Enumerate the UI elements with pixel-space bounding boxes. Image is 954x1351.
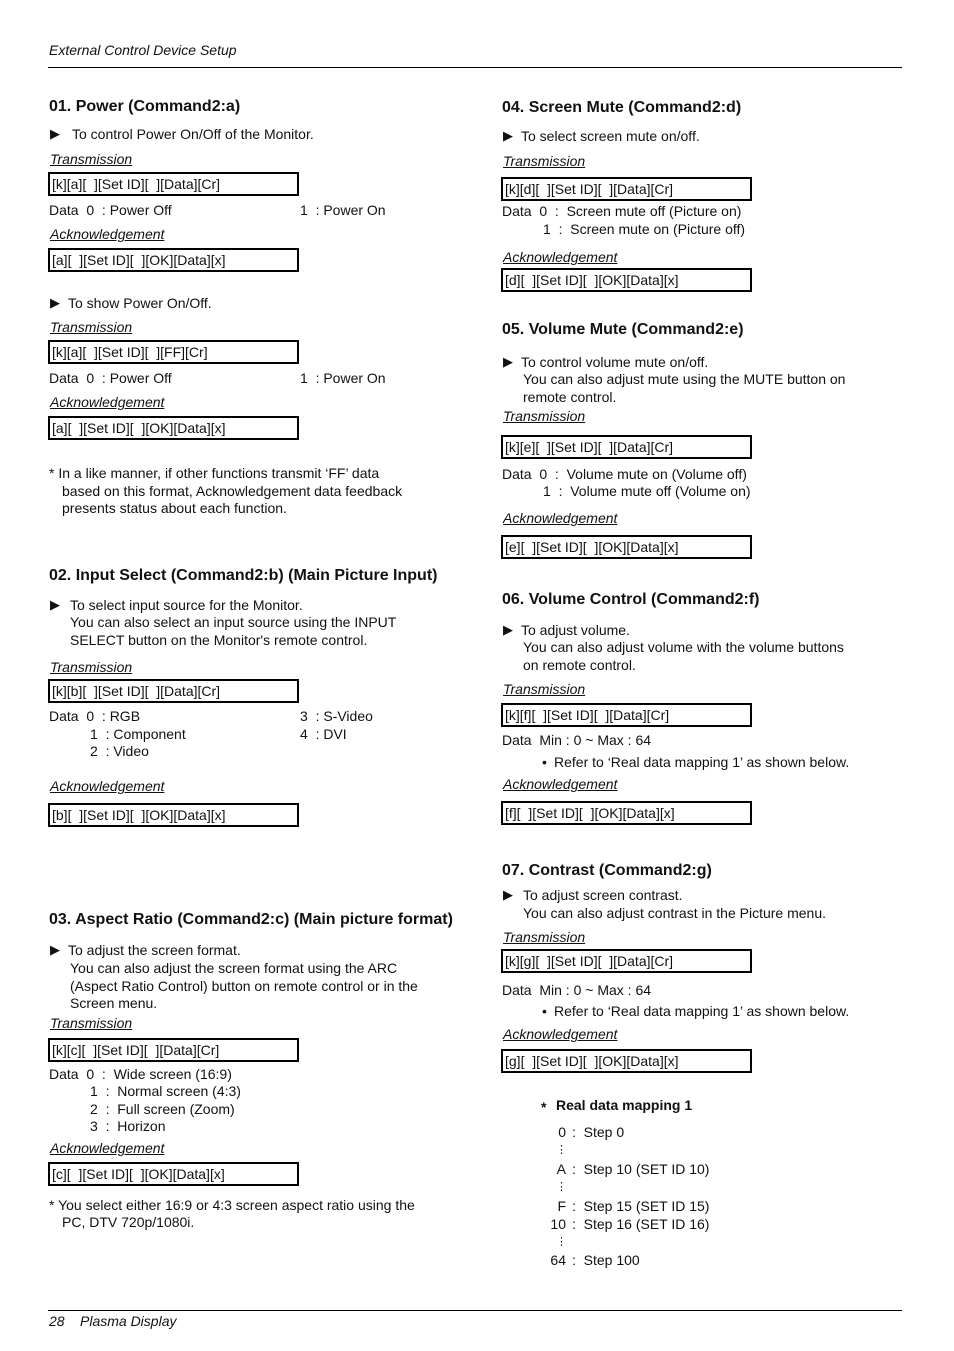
s06-transmission-box: [k][f][ ][Set ID][ ][Data][Cr] <box>501 703 752 727</box>
s01-note-line: presents status about each function. <box>62 500 287 516</box>
mapping-star: * <box>541 1099 547 1115</box>
s04-desc: To select screen mute on/off. <box>521 128 700 144</box>
section-04-title: 04. Screen Mute (Command2:d) <box>502 99 742 116</box>
s07-refer: Refer to ‘Real data mapping 1’ as shown below. <box>554 1003 850 1019</box>
transmission-label: Transmission <box>50 1015 133 1031</box>
section-07-title: 07. Contrast (Command2:g) <box>502 862 712 879</box>
s03-desc: You can also adjust the screen format using the ARC <box>70 960 398 976</box>
mapping-value: : Step 0 <box>572 1124 625 1140</box>
s03-desc: To adjust the screen format. <box>68 942 241 958</box>
arrow-icon: ▶ <box>50 295 60 310</box>
s02-data: Data 0 : RGB <box>49 708 141 724</box>
s04-ack-box: [d][ ][Set ID][ ][OK][Data][x] <box>501 268 752 292</box>
acknowledgement-label: Acknowledgement <box>50 226 165 242</box>
s03-desc: (Aspect Ratio Control) button on remote control or in the <box>70 978 418 994</box>
s01-desc2: To show Power On/Off. <box>68 295 212 311</box>
acknowledgement-label: Acknowledgement <box>503 249 618 265</box>
transmission-label: Transmission <box>50 319 133 335</box>
s05-transmission-box: [k][e][ ][Set ID][ ][Data][Cr] <box>501 435 752 459</box>
s01-ack-box: [a][ ][Set ID][ ][OK][Data][x] <box>48 248 299 272</box>
s05-data: 1 : Volume mute off (Volume on) <box>543 483 751 499</box>
acknowledgement-label: Acknowledgement <box>50 778 165 794</box>
header-divider <box>48 67 902 68</box>
s06-data: Data Min : 0 ~ Max : 64 <box>502 732 652 748</box>
s01-data-0: Data 0 : Power Off <box>49 202 172 218</box>
s05-ack-box: [e][ ][Set ID][ ][OK][Data][x] <box>501 535 752 559</box>
acknowledgement-label: Acknowledgement <box>503 1026 618 1042</box>
s05-desc: You can also adjust mute using the MUTE button on <box>523 371 846 387</box>
s03-ack-box: [c][ ][Set ID][ ][OK][Data][x] <box>48 1162 299 1186</box>
s07-data: Data Min : 0 ~ Max : 64 <box>502 982 652 998</box>
s02-data: 1 : Component <box>90 726 186 742</box>
section-01-title: 01. Power (Command2:a) <box>49 98 241 115</box>
s01-note-line: * In a like manner, if other functions transmit ‘FF’ data <box>49 465 380 481</box>
s07-desc: To adjust screen contrast. <box>523 887 683 903</box>
s07-ack-box: [g][ ][Set ID][ ][OK][Data][x] <box>501 1049 752 1073</box>
vertical-dots-icon: ⋮ <box>556 1236 567 1248</box>
s01-transmission-box: [k][a][ ][Set ID][ ][Data][Cr] <box>48 172 299 196</box>
page-number: 28 <box>49 1313 65 1329</box>
s06-refer: Refer to ‘Real data mapping 1’ as shown below. <box>554 754 850 770</box>
mapping-key: F <box>557 1198 566 1214</box>
footer-divider <box>48 1310 902 1311</box>
transmission-label: Transmission <box>503 929 586 945</box>
s03-data: Data 0 : Wide screen (16:9) <box>49 1066 232 1082</box>
mapping-value: : Step 16 (SET ID 16) <box>572 1216 710 1232</box>
transmission-label: Transmission <box>50 151 133 167</box>
arrow-icon: ▶ <box>50 126 60 141</box>
arrow-icon: ▶ <box>503 354 513 369</box>
s02-data: 3 : S-Video <box>300 708 373 724</box>
section-05-title: 05. Volume Mute (Command2:e) <box>502 321 744 338</box>
s03-desc: Screen menu. <box>70 995 158 1011</box>
s06-desc: To adjust volume. <box>521 622 630 638</box>
s06-desc: on remote control. <box>523 657 636 673</box>
s01-data2-0: Data 0 : Power Off <box>49 370 172 386</box>
mapping-value: : Step 15 (SET ID 15) <box>572 1198 710 1214</box>
s05-desc: To control volume mute on/off. <box>521 354 709 370</box>
s01-ack-box-2: [a][ ][Set ID][ ][OK][Data][x] <box>48 416 299 440</box>
acknowledgement-label: Acknowledgement <box>503 510 618 526</box>
bullet-icon: • <box>542 754 547 770</box>
s01-note-line: based on this format, Acknowledgement data feedback <box>62 483 403 499</box>
s04-data: Data 0 : Screen mute off (Picture on) <box>502 203 742 219</box>
arrow-icon: ▶ <box>503 128 513 143</box>
section-03-title: 03. Aspect Ratio (Command2:c) (Main picture format) <box>49 911 453 928</box>
mapping-key: 64 <box>550 1252 566 1268</box>
s02-data: 4 : DVI <box>300 726 347 742</box>
s04-transmission-box: [k][d][ ][Set ID][ ][Data][Cr] <box>501 177 752 201</box>
footer-title: Plasma Display <box>80 1313 177 1329</box>
section-02-title: 02. Input Select (Command2:b) (Main Picture Input) <box>49 567 438 584</box>
acknowledgement-label: Acknowledgement <box>50 394 165 410</box>
arrow-icon: ▶ <box>503 622 513 637</box>
s03-data: 2 : Full screen (Zoom) <box>90 1101 235 1117</box>
mapping-key: 10 <box>550 1216 566 1232</box>
running-header: External Control Device Setup <box>49 42 237 58</box>
s03-data: 3 : Horizon <box>90 1118 166 1134</box>
s03-transmission-box: [k][c][ ][Set ID][ ][Data][Cr] <box>48 1038 299 1062</box>
transmission-label: Transmission <box>503 153 586 169</box>
s03-note-line: * You select either 16:9 or 4:3 screen aspect ratio using the <box>49 1197 415 1213</box>
s02-desc: You can also select an input source using the INPUT <box>70 614 397 630</box>
s01-data2-1: 1 : Power On <box>300 370 386 386</box>
arrow-icon: ▶ <box>50 597 60 612</box>
s02-desc: SELECT button on the Monitor's remote control. <box>70 632 368 648</box>
s01-data-1: 1 : Power On <box>300 202 386 218</box>
vertical-dots-icon: ⋮ <box>556 1144 567 1156</box>
s05-desc: remote control. <box>523 389 617 405</box>
section-06-title: 06. Volume Control (Command2:f) <box>502 591 760 608</box>
mapping-key: A <box>556 1161 566 1177</box>
s06-desc: You can also adjust volume with the volume buttons <box>523 639 844 655</box>
transmission-label: Transmission <box>50 659 133 675</box>
s02-transmission-box: [k][b][ ][Set ID][ ][Data][Cr] <box>48 679 299 703</box>
s05-data: Data 0 : Volume mute on (Volume off) <box>502 466 747 482</box>
s01-desc1: To control Power On/Off of the Monitor. <box>72 126 314 142</box>
acknowledgement-label: Acknowledgement <box>50 1140 165 1156</box>
acknowledgement-label: Acknowledgement <box>503 776 618 792</box>
transmission-label: Transmission <box>503 408 586 424</box>
s07-transmission-box: [k][g][ ][Set ID][ ][Data][Cr] <box>501 949 752 973</box>
s03-note-line: PC, DTV 720p/1080i. <box>62 1214 195 1230</box>
s06-ack-box: [f][ ][Set ID][ ][OK][Data][x] <box>501 801 752 825</box>
s03-data: 1 : Normal screen (4:3) <box>90 1083 241 1099</box>
mapping-title: Real data mapping 1 <box>556 1097 693 1113</box>
mapping-key: 0 <box>558 1124 566 1140</box>
bullet-icon: • <box>542 1003 547 1019</box>
vertical-dots-icon: ⋮ <box>556 1181 567 1193</box>
s01-transmission-box-2: [k][a][ ][Set ID][ ][FF][Cr] <box>48 340 299 364</box>
arrow-icon: ▶ <box>50 942 60 957</box>
mapping-value: : Step 10 (SET ID 10) <box>572 1161 710 1177</box>
s07-desc: You can also adjust contrast in the Picture menu. <box>523 905 826 921</box>
s02-data: 2 : Video <box>90 743 149 759</box>
arrow-icon: ▶ <box>503 887 513 902</box>
transmission-label: Transmission <box>503 681 586 697</box>
mapping-value: : Step 100 <box>572 1252 640 1268</box>
s02-ack-box: [b][ ][Set ID][ ][OK][Data][x] <box>48 803 299 827</box>
s04-data: 1 : Screen mute on (Picture off) <box>543 221 746 237</box>
s02-desc: To select input source for the Monitor. <box>70 597 303 613</box>
